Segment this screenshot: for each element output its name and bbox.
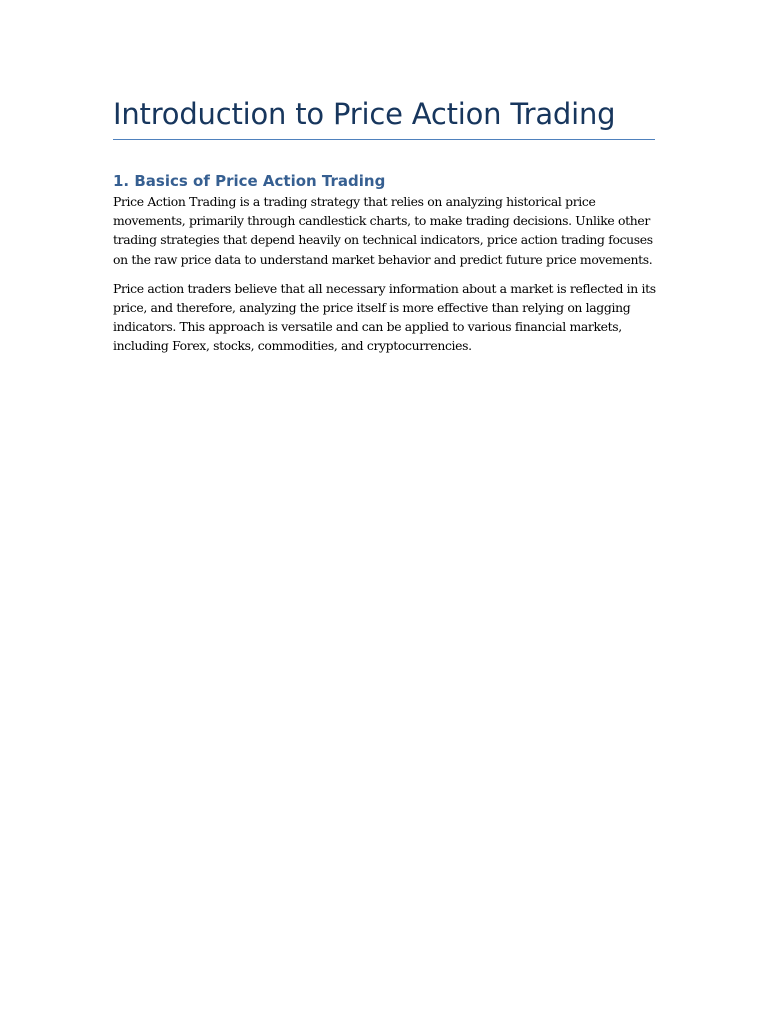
- body-paragraph: [113, 279, 655, 356]
- paragraph-line: trading strategies that depend heavily on technical indicators, price action trading focuses: [113, 232, 653, 248]
- paragraph-line: Price action traders believe that all necessary information about a market is reflected in its: [113, 280, 656, 296]
- paragraph-line: indicators. This approach is versatile and can be applied to various financial markets,: [113, 319, 622, 335]
- document-content: [113, 94, 655, 356]
- section-heading: 1. Basics of Price Action Trading: [113, 172, 386, 190]
- paragraph-line: including Forex, stocks, commodities, and cryptocurrencies.: [113, 338, 472, 354]
- paragraph-line: on the raw price data to understand market behavior and predict future price movements.: [113, 251, 653, 267]
- document-title: Introduction to Price Action Trading: [113, 94, 655, 140]
- body-paragraph: [113, 192, 655, 269]
- paragraph-line: Price Action Trading is a trading strategy that relies on analyzing historical price: [113, 194, 596, 209]
- paragraph-line: price, and therefore, analyzing the price itself is more effective than relying on lagging: [113, 300, 631, 316]
- paragraph-line: movements, primarily through candlestick charts, to make trading decisions. Unlike other: [113, 213, 650, 229]
